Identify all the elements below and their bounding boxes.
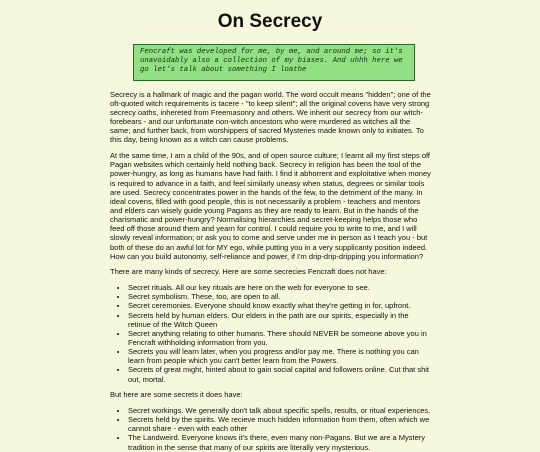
does-have-list [110,406,432,452]
does-not-have-list [110,283,432,384]
article-body [110,90,432,452]
does-not-have-intro: There are many kinds of secrecy. Here are some secrecies Fencraft does not have: [110,267,387,277]
does-have-intro: But here are some secrets it does have: [110,390,243,400]
page-title: On Secrecy [217,11,323,32]
list-item: • Secret workings. We generally don't talk about specific spells, results, or ritual experiences. [128,406,432,415]
list-item: • The Landweird. Everyone knows it's there, even many non-Pagans. But we are a Mystery tradition in the sense that many of our spirits are literally very mysterious. [128,433,432,451]
list-item: • Secrets of great might, hinted about to gain social capital and followers online. Cut that shit out, mortal. [128,365,432,383]
list-item: • Secret symbolism. These, too, are open to all. [128,292,432,301]
list-item: • Secret anything relating to other humans. There should NEVER be someone above you in Fencraft withholding information from you. [128,329,432,347]
list-item: • Secrets you will learn later, when you progress and/or pay me. There is nothing you can learn from people which you can't better learn from the Powers. [128,347,432,365]
context-paragraph: At the same time, I am a child of the 90s, and of open source culture; I learnt all my first steps off Pagan websites which certainly held nothing back. Secrecy in religion has been the tool of the power-hungry, as long as humans have had faith. I find it abhorrent and exploitative when money is required to advance in a faith, and feel similarly uneasy when status, degrees or similar tools are used. Secrecy concentrates power in the hands of the few, to the detriment of the many. In ideal covens, filled with good people, this is not necessarily a problem - teachers and mentors and elders can wisely guide young Pagans as they are ready to learn. But in the hands of the charismatic and power-hungry? Normalising hierarchies and secret-keeping helps those who feed off those around them and yearn for control. I could require you to write to me, and I will slowly reveal information; or ask you to come and serve under me in person as I teach you - but both of these do an awful lot for MY ego, while putting you in a very supplicanty position indeed. How can you build autonomy, self-reliance and power, if I'm drip-drip-dripping you information? [110,151,431,261]
list-item: • Secrets held by human elders. Our elders in the path are our spirits, especially in the retinue of the Witch Queen [128,311,432,329]
list-item: • Secrets held by the spirits. We recieve much hidden information from them, often which we cannot share - even with each other [128,415,432,433]
list-item: • Secret ceremonies. Everyone should know exactly what they're getting in for, upfront. [128,301,432,310]
list-item: • Secret rituals. All our key rituals are here on the web for everyone to see. [128,283,432,292]
callout-note: Fencraft was developed for me, by me, and around me; so it's unavoidably also a collection of my biases. And uhhh here we go let's talk about something I loathe [133,44,415,81]
intro-paragraph: Secrecy is a hallmark of magic and the pagan world. The word occult means "hidden"; one of the oft-quoted witch requirements is tacere - "to keep silent"; all the original covens have very strong secrecy oaths, inhereted from Freemasonry and others. We inherit our secrecy from our witch-forebears - and our unfortunate non-witch ancestors who were murdered as witches all the same; and further back, from worshippers of sacred Mysteries made known only to initiates. To this day, being known as a witch can cause problems. [110,89,431,145]
